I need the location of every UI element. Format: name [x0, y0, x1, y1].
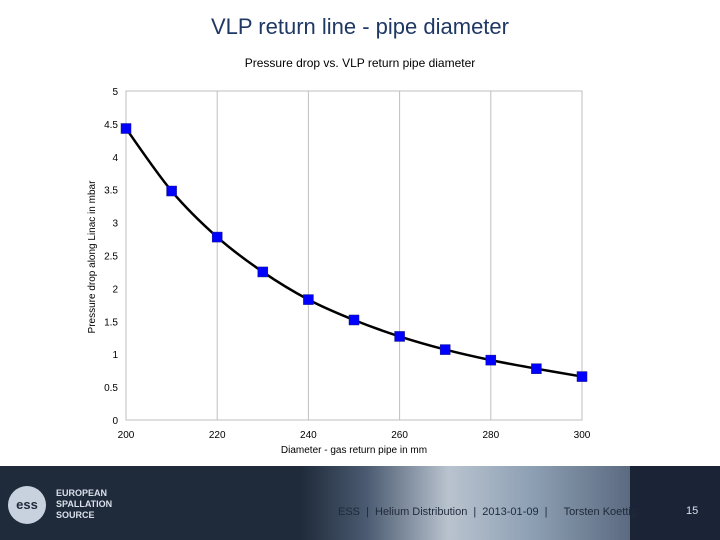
data-point	[167, 186, 177, 196]
data-point	[258, 267, 268, 277]
footer-separator: |	[366, 506, 369, 518]
curve-layer	[126, 129, 582, 377]
data-point	[395, 331, 405, 341]
footer-photo	[300, 466, 630, 540]
data-point	[349, 315, 359, 325]
footer-banner	[0, 466, 720, 540]
ess-logo-icon: ess	[8, 486, 46, 524]
data-point	[577, 372, 587, 382]
footer-author: Torsten Koettig	[563, 506, 637, 518]
data-point	[212, 232, 222, 242]
chart-title: Pressure drop vs. VLP return pipe diameter	[244, 56, 476, 70]
ess-logo-text	[56, 488, 112, 521]
footer-separator: |	[473, 506, 477, 518]
footer-right-panel	[630, 466, 720, 540]
y-tick-label: 3	[112, 218, 118, 230]
x-tick-label: 220	[208, 430, 226, 441]
x-tick-label: 300	[573, 430, 591, 441]
logo-line-2: SPALLATION	[56, 499, 113, 509]
footer-org: ESS	[338, 506, 361, 518]
x-tick-labels	[118, 430, 591, 441]
y-tick-label: 1	[112, 350, 118, 362]
y-tick-label: 3.5	[104, 185, 118, 197]
data-point	[531, 364, 541, 374]
x-axis-label: Diameter - gas return pipe in mm	[280, 445, 428, 456]
y-tick-label: 0.5	[104, 383, 118, 395]
y-tick-label: 0	[112, 416, 118, 427]
x-tick-label: 200	[117, 430, 135, 441]
footer-caption	[338, 506, 637, 518]
y-tick-label: 4.5	[104, 119, 118, 131]
plot-area-border	[126, 91, 582, 420]
x-tick-label: 280	[482, 430, 500, 441]
y-tick-labels	[104, 87, 118, 427]
y-tick-label: 2	[112, 284, 118, 296]
slide-title: VLP return line - pipe diameter	[211, 14, 509, 39]
footer-date: 2013-01-09	[482, 506, 539, 518]
x-tick-label: 240	[300, 430, 317, 441]
y-tick-label: 5	[112, 87, 118, 98]
series-line	[126, 129, 582, 377]
logo-line-1: EUROPEAN	[56, 488, 108, 498]
page-number: 15	[686, 505, 699, 517]
x-tick-label: 260	[391, 430, 408, 441]
y-tick-label: 1.5	[104, 317, 118, 329]
y-tick-label: 2.5	[104, 251, 118, 263]
data-point	[121, 124, 131, 134]
data-point	[440, 345, 450, 355]
data-point	[303, 295, 313, 305]
y-tick-label: 4	[112, 152, 118, 164]
marker-layer	[121, 124, 587, 382]
logo-line-3: SOURCE	[56, 510, 95, 520]
footer-project: Helium Distribution	[375, 506, 468, 518]
data-point	[486, 355, 496, 365]
footer-separator: |	[544, 506, 548, 518]
grid-layer	[126, 91, 582, 420]
y-axis-label: Pressure drop along Linac in mbar	[87, 180, 98, 334]
